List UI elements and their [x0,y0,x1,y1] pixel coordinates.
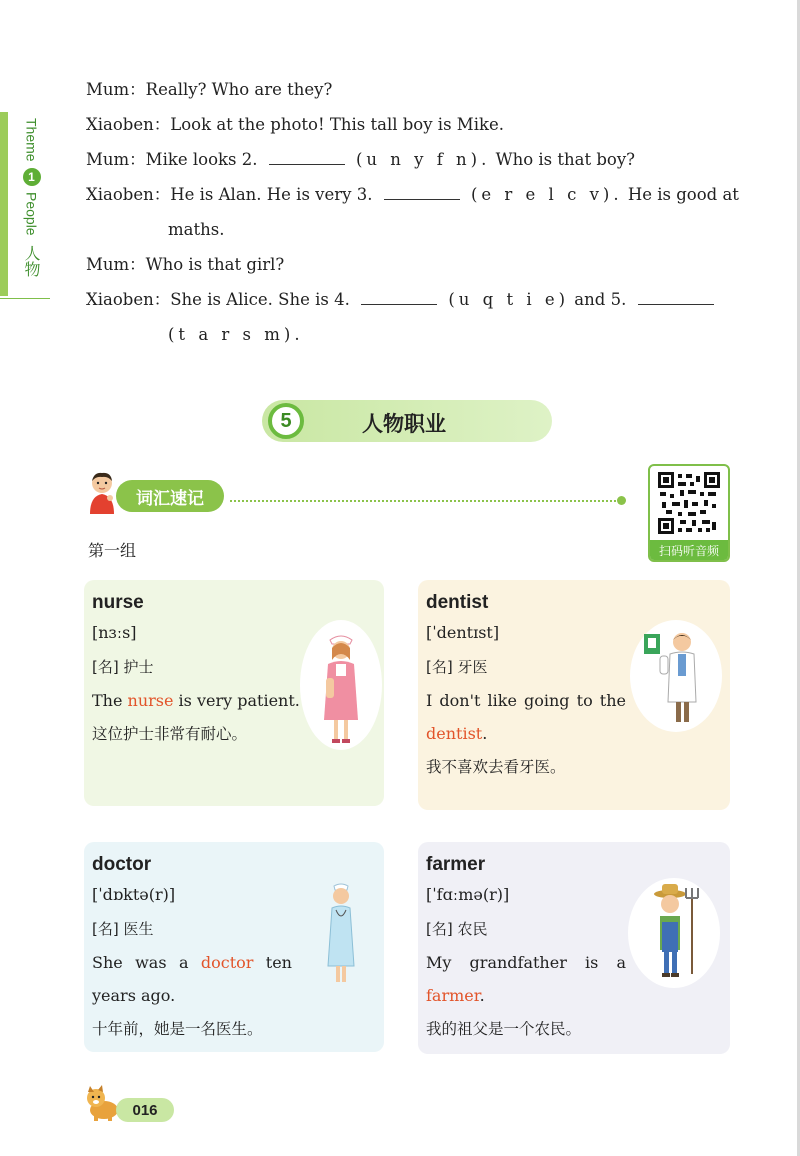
doctor-illustration [300,878,382,988]
scrambled-letters: (u q t i e) [448,290,570,309]
dentist-illustration [630,620,722,732]
side-chinese-text: 人物 [22,245,41,278]
speaker: Xiaoben： [86,115,171,134]
dialogue-line [86,107,746,142]
dialogue-line [86,282,746,317]
theme-side-tab [0,112,52,302]
side-tab-rule [0,298,50,299]
side-theme-text: Theme [23,118,40,162]
side-theme-number: 1 [23,168,41,186]
example-highlight: nurse [127,691,174,710]
example-text: The [92,691,128,710]
speech-part: He is Alan. He is very 3. [170,185,373,204]
divider-end-dot [617,496,626,505]
nurse-illustration [300,620,382,750]
answer-blank-3[interactable] [384,180,460,200]
speech [146,142,746,177]
vocab-word: nurse [92,592,144,613]
vocab-part-of-speech: [名] 农民 [426,920,488,938]
dialogue-line [86,247,746,282]
speaker: Mum： [86,255,146,274]
page-number: 016 [116,1098,174,1122]
vocab-translation: 这位护士非常有耐心。 [92,725,248,743]
speech-part: and 5. [574,290,627,309]
group-label: 第一组 [88,541,137,560]
speech-part: maths. [168,220,225,239]
nurse-icon [300,620,382,750]
dentist-icon [630,620,722,732]
vocab-example [426,946,626,1012]
speech: Who is that girl? [145,255,285,274]
vocab-part-of-speech: [名] 护士 [92,658,154,676]
vocab-phonetic: [ˈfɑːmə(r)] [426,885,510,904]
qr-code-icon [658,472,720,534]
side-tab-band [0,112,8,296]
speech: Look at the photo! This tall boy is Mike. [170,115,504,134]
vocab-phonetic: [nɜːs] [92,623,137,642]
qr-code-label: 扫码听音频 [650,540,728,560]
example-text: is very patient. [173,691,300,710]
scrambled-letters: (u n y f n). [355,150,491,169]
example-highlight: dentist [426,724,483,743]
vocab-word: dentist [426,592,489,613]
speech-part: Who is that boy? [495,150,636,169]
dialogue-line [86,72,746,107]
answer-blank-5[interactable] [638,285,714,305]
vocab-part-of-speech: [名] 医生 [92,920,154,938]
farmer-icon [628,878,720,988]
section-title-banner [262,400,552,442]
vocab-example [92,946,292,1012]
section-title: 人物职业 [362,412,446,436]
example-text: My grandfather is a [426,953,626,972]
answer-blank-4[interactable] [361,285,437,305]
example-text: ten years ago. [92,953,292,1005]
example-text: . [479,986,485,1005]
speech-part: He is good at [627,185,739,204]
dialogue-line [86,177,746,212]
vocab-phonetic: [ˈdentɪst] [426,623,500,642]
example-text: She was a [92,953,201,972]
vocab-translation: 我不喜欢去看牙医。 [426,758,566,776]
side-people-text: People [23,191,40,236]
speaker: Mum： [86,150,146,169]
speaker: Xiaoben： [86,290,171,309]
answer-blank-2[interactable] [269,145,345,165]
speaker: Xiaoben： [86,185,171,204]
example-highlight: doctor [200,953,254,972]
vocab-example [426,684,626,750]
speaker: Mum： [86,80,146,99]
section-number: 5 [268,403,304,439]
vocab-part-of-speech: [名] 牙医 [426,658,488,676]
boy-mascot-icon [84,470,120,514]
page-footer [82,1084,176,1122]
vocab-word: doctor [92,854,152,875]
example-text: . [482,724,488,743]
speech [170,177,746,212]
vocab-label: 词汇速记 [116,480,224,512]
example-highlight: farmer [426,986,480,1005]
vocab-card-farmer [418,842,730,1054]
dialogue-line [86,142,746,177]
vocab-card-dentist [418,580,730,810]
dialogue-line-continued [86,317,746,352]
speech-part: Mike looks 2. [145,150,258,169]
speech [170,282,746,317]
speech-part: She is Alice. She is 4. [170,290,350,309]
vocab-word: farmer [426,854,486,875]
dialogue-line-continued [86,212,746,247]
example-text: I don't like going to the [426,691,626,710]
vocab-card-doctor [84,842,384,1052]
side-tab-label [20,118,43,277]
vocab-translation: 我的祖父是一个农民。 [426,1020,582,1038]
vocab-card-nurse [84,580,384,806]
farmer-illustration [628,878,720,988]
dialogue [86,72,746,352]
scrambled-letters: (t a r s m). [168,325,304,344]
dotted-divider [230,500,620,502]
vocab-phonetic: [ˈdɒktə(r)] [92,885,176,904]
qr-code-box[interactable] [648,464,730,562]
scrambled-letters: (e r e l c v). [470,185,623,204]
dog-mascot-icon [82,1084,122,1122]
doctor-icon [300,878,382,988]
vocab-translation: 十年前，她是一名医生。 [92,1020,263,1038]
speech: Really? Who are they? [145,80,333,99]
